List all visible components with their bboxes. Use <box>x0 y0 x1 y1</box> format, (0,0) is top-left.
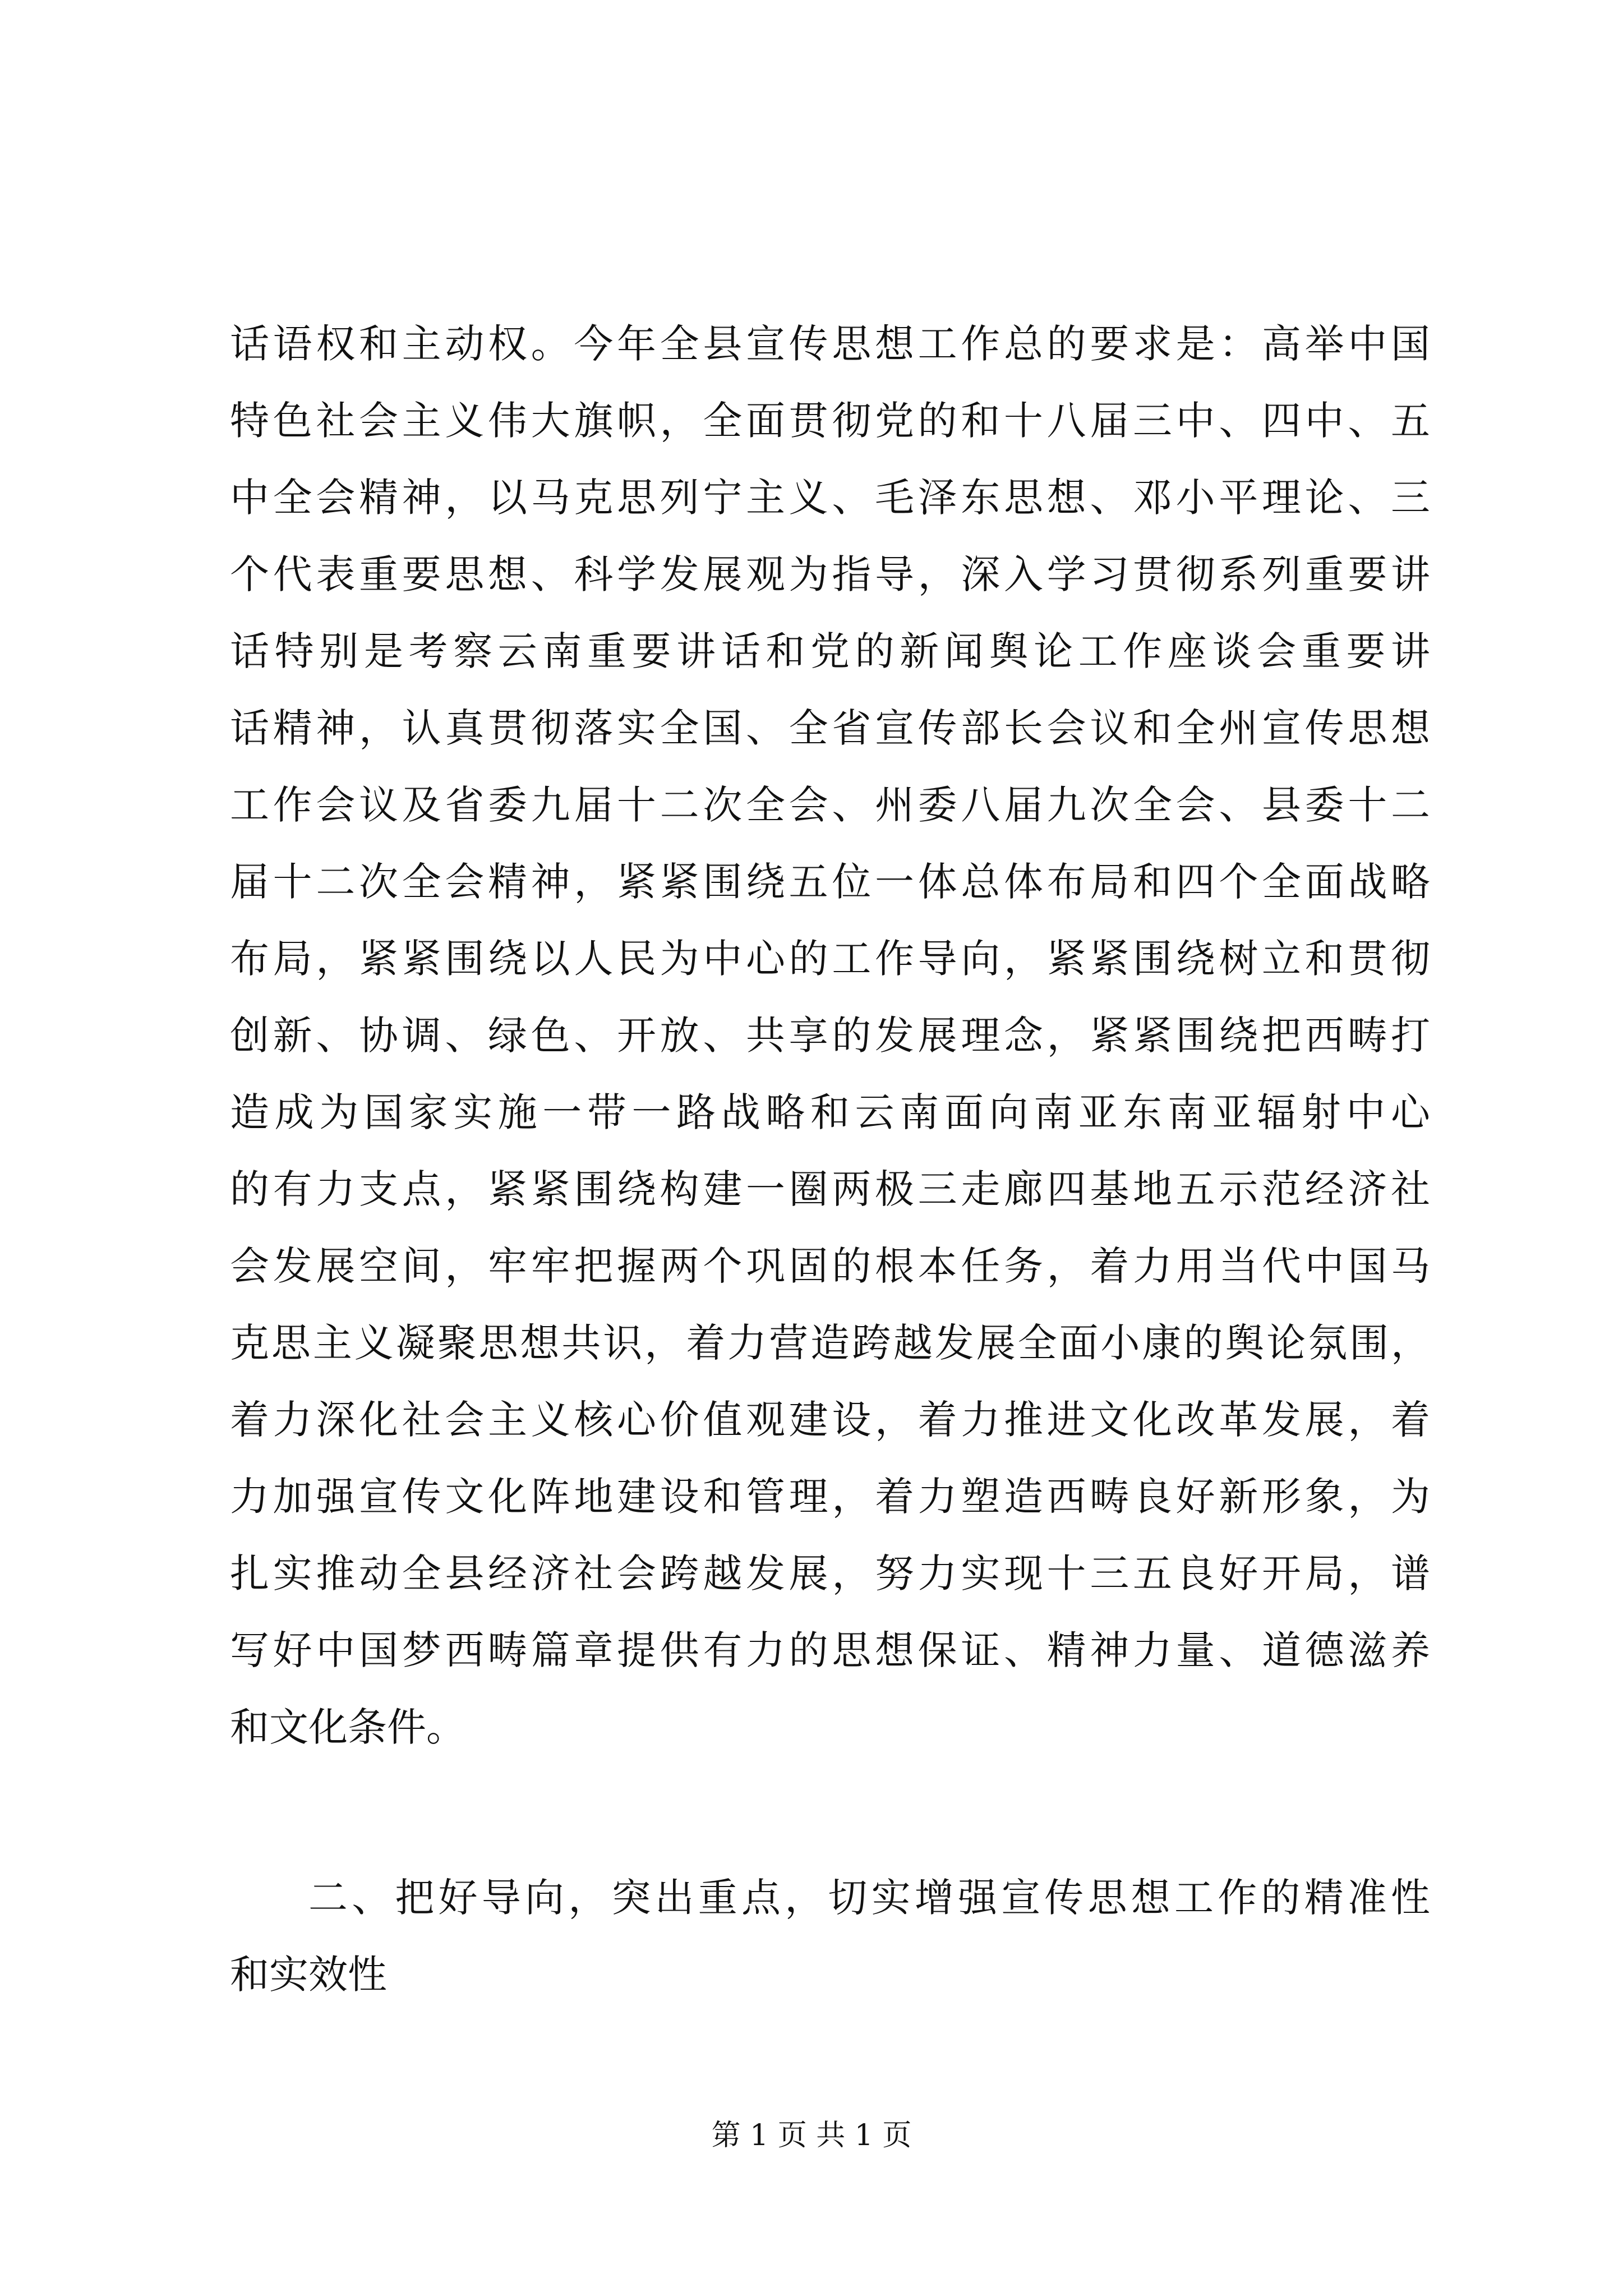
text-line: 话特别是考察云南重要讲话和党的新闻舆论工作座谈会重要讲 <box>230 628 1430 674</box>
heading-line: 二、把好导向，突出重点，切实增强宣传思想工作的精准性 <box>308 1875 1430 1921</box>
text-line: 创新、协调、绿色、开放、共享的发展理念，紧紧围绕把西畴打 <box>230 1013 1430 1059</box>
text-line: 布局，紧紧围绕以人民为中心的工作导向，紧紧围绕树立和贯彻 <box>230 936 1430 982</box>
text-line: 写好中国梦西畴篇章提供有力的思想保证、精神力量、道德滋养 <box>230 1627 1430 1673</box>
text-line: 届十二次全会精神，紧紧围绕五位一体总体布局和四个全面战略 <box>230 859 1430 905</box>
text-line: 的有力支点，紧紧围绕构建一圈两极三走廊四基地五示范经济社 <box>230 1166 1430 1212</box>
section-heading <box>230 1860 1430 2013</box>
text-line: 会发展空间，牢牢把握两个巩固的根本任务，着力用当代中国马 <box>230 1243 1430 1289</box>
text-line: 克思主义凝聚思想共识，着力营造跨越发展全面小康的舆论氛围， <box>230 1320 1430 1366</box>
page-footer: 第 1 页 共 1 页 <box>711 2119 912 2152</box>
body-paragraph <box>230 306 1430 1766</box>
text-line: 特色社会主义伟大旗帜，全面贯彻党的和十八届三中、四中、五 <box>230 398 1430 444</box>
text-line: 造成为国家实施一带一路战略和云南面向南亚东南亚辐射中心 <box>230 1089 1430 1135</box>
text-line: 话语权和主动权。今年全县宣传思想工作总的要求是：高举中国 <box>230 321 1430 367</box>
text-line: 力加强宣传文化阵地建设和管理，着力塑造西畴良好新形象，为 <box>230 1474 1430 1520</box>
text-line: 中全会精神，以马克思列宁主义、毛泽东思想、邓小平理论、三 <box>230 475 1430 521</box>
text-line: 个代表重要思想、科学发展观为指导，深入学习贯彻系列重要讲 <box>230 551 1430 597</box>
text-line: 扎实推动全县经济社会跨越发展，努力实现十三五良好开局，谱 <box>230 1550 1430 1596</box>
heading-line: 和实效性 <box>230 1952 387 1998</box>
text-line: 和文化条件。 <box>230 1704 465 1750</box>
text-line: 着力深化社会主义核心价值观建设，着力推进文化改革发展，着 <box>230 1397 1430 1443</box>
text-line: 工作会议及省委九届十二次全会、州委八届九次全会、县委十二 <box>230 782 1430 828</box>
text-line: 话精神，认真贯彻落实全国、全省宣传部长会议和全州宣传思想 <box>230 705 1430 751</box>
